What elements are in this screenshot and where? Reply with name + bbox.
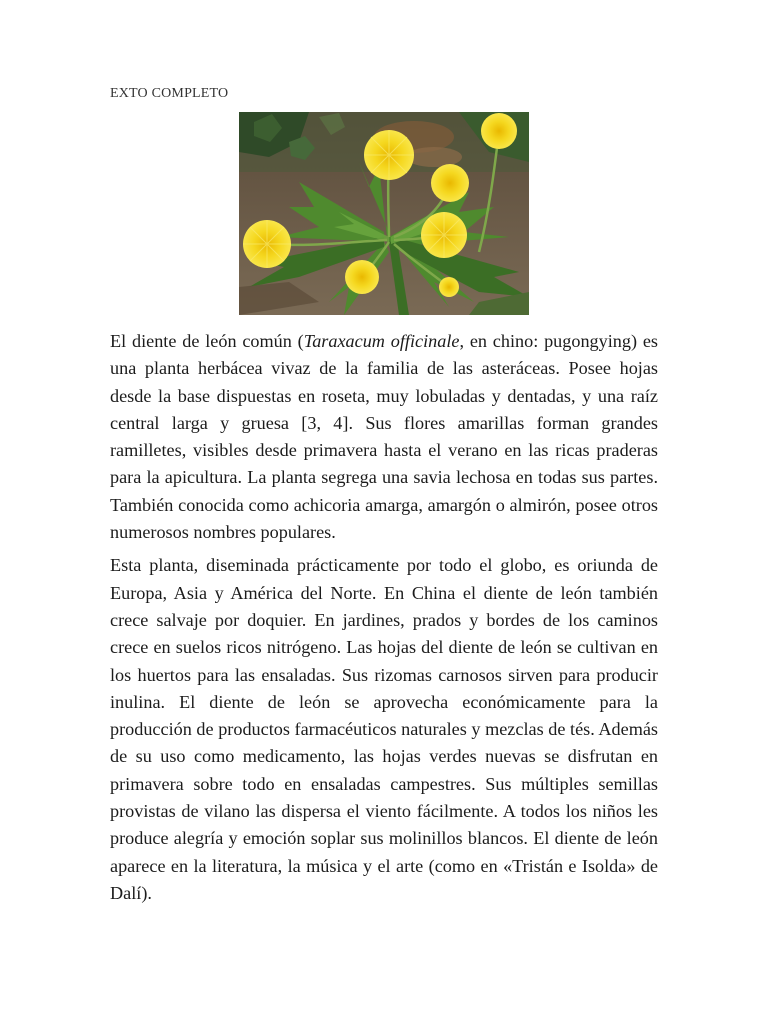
paragraph-1-start: El diente de león común ( <box>110 331 304 351</box>
document-heading: EXTO COMPLETO <box>110 86 229 101</box>
body-text <box>110 328 658 913</box>
paragraph-2: Esta planta, diseminada prácticamente por todo el globo, es oriunda de Europa, Asia y América del Norte. En China el diente de león también crece salvaje por doquier. En jardines, prados y bordes de los caminos crece en suelos ricos nitrógeno. Las hojas del diente de león se cultivan en los huertos para las ensaladas. Sus rizomas carnosos sirven para producir inulina. El diente de león se aprovecha económicamente para la producción de productos farmacéuticos naturales y mezclas de tés. Además de su uso como medicamento, las hojas verdes nuevas se disfrutan en primavera sobre todo en ensaladas campestres. Sus múltiples semillas provistas de vilano las dispersa el viento fácilmente. A todos los niños les produce alegría y emoción soplar sus molinillos blancos. El diente de león aparece en la literatura, la música y el arte (como en «Tristán e Isolda» de Dalí). <box>110 555 658 903</box>
paragraph-1-rest: , en chino: pugongying) es una planta herbácea vivaz de la familia de las asteráceas. Posee hojas desde la base dispuestas en roseta, muy lobuladas y dentadas, y una raíz central larga y gruesa [3, 4]. Sus flores amarillas forman grandes ramilletes, visibles desde primavera hasta el verano en las ricas praderas para la apicultura. La planta segrega una savia lechosa en todas sus partes. También conocida como achicoria amarga, amargón o almirón, posee otros numerosos nombres populares. <box>110 331 659 543</box>
paragraph-1 <box>110 328 658 546</box>
scientific-name: Taraxacum officinale <box>303 331 460 351</box>
dandelion-photo <box>239 112 529 315</box>
